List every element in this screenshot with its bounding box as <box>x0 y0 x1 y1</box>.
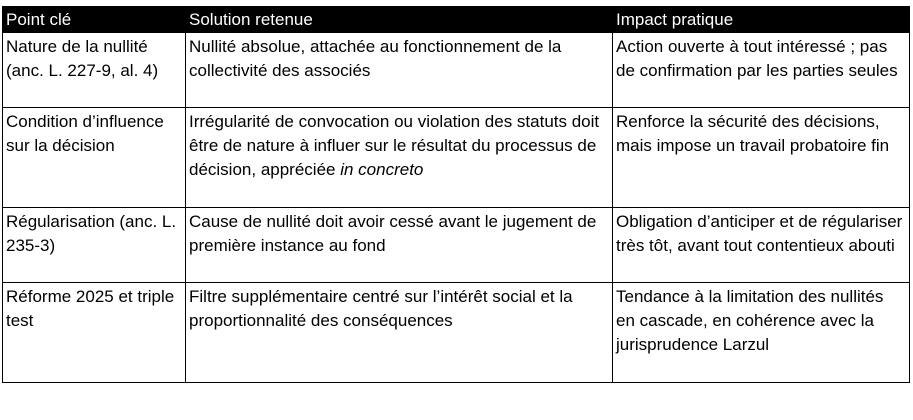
header-point-cle: Point clé <box>3 7 186 33</box>
header-solution-retenue: Solution retenue <box>186 7 613 33</box>
cell-solution <box>186 108 613 208</box>
table-row <box>3 208 910 283</box>
header-impact-pratique: Impact pratique <box>613 7 910 33</box>
cell-impact: Action ouverte à tout intéressé ; pas de confirmation par les parties seules <box>613 33 910 108</box>
cell-solution: Nullité absolue, attachée au fonctionnement de la collectivité des associés <box>186 33 613 108</box>
cell-impact: Tendance à la limitation des nullités en cascade, en cohérence avec la jurisprudence Larzul <box>613 283 910 383</box>
cell-point: Réforme 2025 et triple test <box>3 283 186 383</box>
cell-solution: Cause de nullité doit avoir cessé avant le jugement de première instance au fond <box>186 208 613 283</box>
summary-table-container <box>2 6 910 383</box>
table-row <box>3 283 910 383</box>
table-body <box>3 33 910 383</box>
cell-point: Nature de la nullité (anc. L. 227-9, al. 4) <box>3 33 186 108</box>
cell-solution-italic: in concreto <box>340 160 424 179</box>
table-row <box>3 33 910 108</box>
cell-impact: Obligation d’anticiper et de régulariser très tôt, avant tout contentieux abouti <box>613 208 910 283</box>
table-row <box>3 108 910 208</box>
summary-table <box>2 6 910 383</box>
cell-solution: Filtre supplémentaire centré sur l’intérêt social et la proportionnalité des conséquences <box>186 283 613 383</box>
header-row <box>3 7 910 33</box>
cell-solution-text: Irrégularité de convocation ou violation des statuts doit être de nature à influer sur le résultat du processus de décision, appréciée <box>189 112 600 179</box>
table-header <box>3 7 910 33</box>
cell-point: Condition d’influence sur la décision <box>3 108 186 208</box>
cell-point: Régularisation (anc. L. 235-3) <box>3 208 186 283</box>
cell-impact: Renforce la sécurité des décisions, mais impose un travail probatoire fin <box>613 108 910 208</box>
